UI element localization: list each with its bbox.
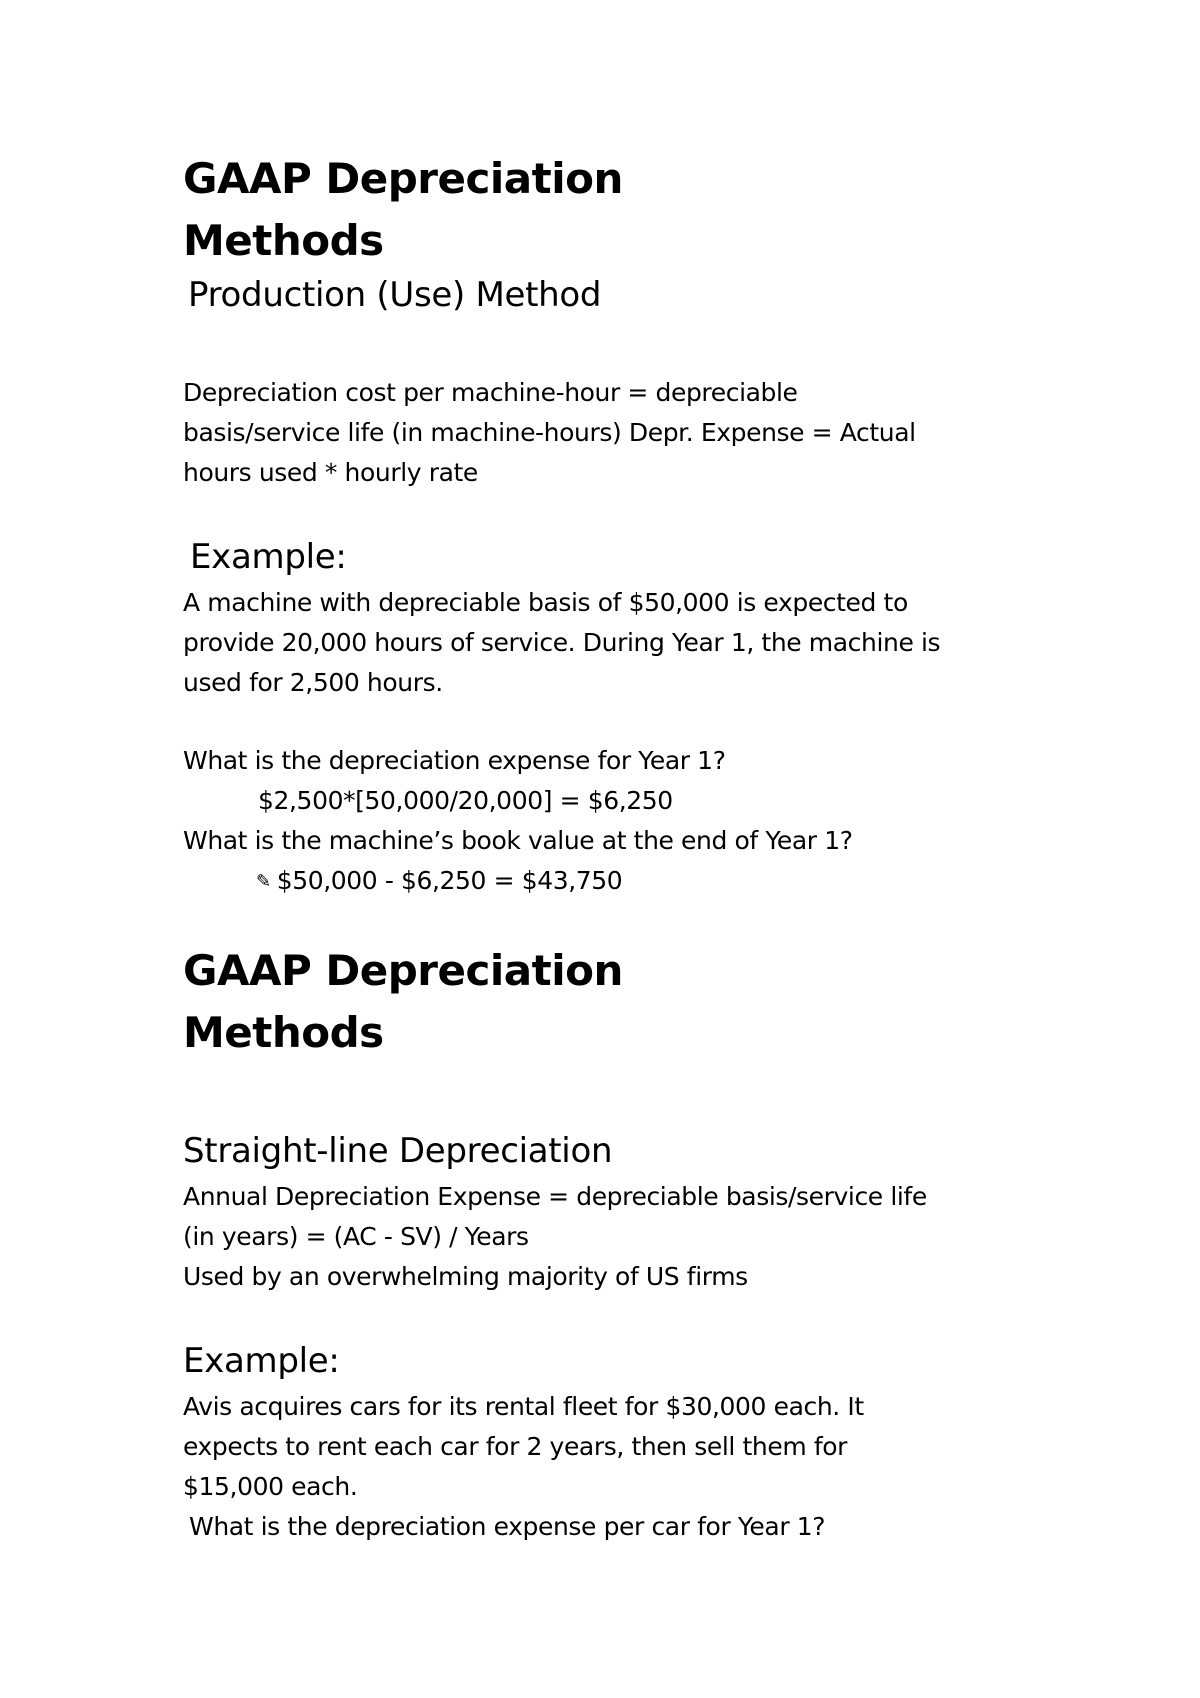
section2-example-line2: expects to rent each car for 2 years, then sell them for [183,1432,848,1461]
section2-formula-line2: (in years) = (AC - SV) / Years [183,1222,529,1251]
section1-example-label: Example: [190,537,347,577]
section1-subtitle: Production (Use) Method [188,275,602,315]
section2-subtitle: Straight-line Depreciation [183,1131,613,1171]
section2-example-label: Example: [183,1341,340,1381]
section2-formula-line3: Used by an overwhelming majority of US firms [183,1262,748,1291]
section1-example-line1: A machine with depreciable basis of $50,000 is expected to [183,588,908,617]
section1-question1: What is the depreciation expense for Year 1? [183,746,726,775]
section2-example-line1: Avis acquires cars for its rental fleet for $30,000 each. It [183,1392,864,1421]
section1-answer1: $2,500*[50,000/20,000] = $6,250 [258,786,673,815]
section1-example-line2: provide 20,000 hours of service. During Year 1, the machine is [183,628,941,657]
section2-title-line1: GAAP Depreciation [183,946,623,995]
section1-formula-line3: hours used * hourly rate [183,458,478,487]
section1-question2: What is the machine’s book value at the end of Year 1? [183,826,853,855]
section1-answer2: $50,000 - $6,250 = $43,750 [276,866,623,895]
section1-example-line3: used for 2,500 hours. [183,668,443,697]
section1-title-line1: GAAP Depreciation [183,154,623,203]
section1-formula-line2: basis/service life (in machine-hours) Depr. Expense = Actual [183,418,916,447]
section1-answer2-row [256,868,622,893]
section2-example-line3: $15,000 each. [183,1472,358,1501]
section2-question1: What is the depreciation expense per car for Year 1? [189,1512,826,1541]
section2-formula-line1: Annual Depreciation Expense = depreciable basis/service life [183,1182,927,1211]
pencil-check-icon: ✎ [256,871,271,892]
section2-title-line2: Methods [183,1008,384,1057]
section1-formula-line1: Depreciation cost per machine-hour = depreciable [183,378,798,407]
section1-title-line2: Methods [183,216,384,265]
